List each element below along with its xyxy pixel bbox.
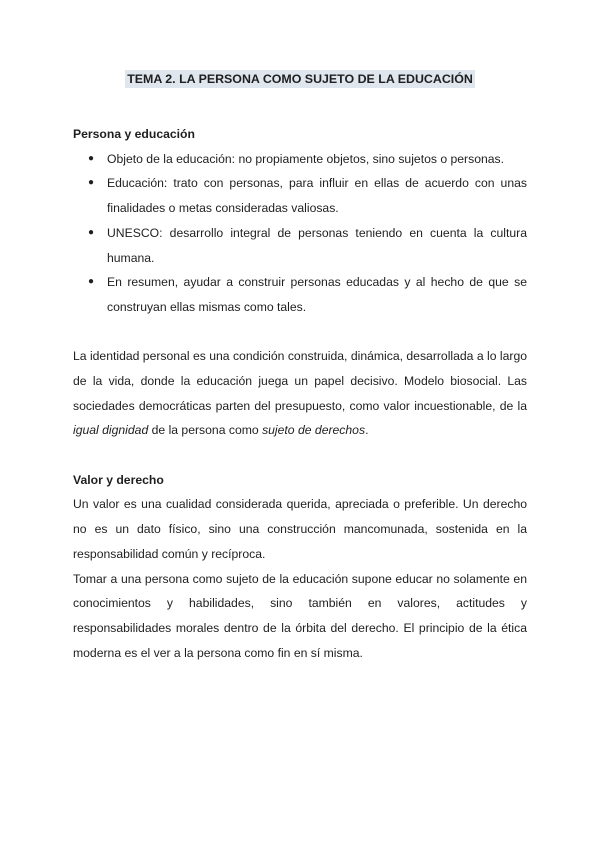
paragraph-identidad [73, 344, 527, 443]
paragraph-sujeto-educacion: Tomar a una persona como sujeto de la educación supone educar no solamente en conocimientos y habilidades, sino también en valores, actitudes y responsabilidades morales dentro de la órbita del derecho. El principio de la ética moderna es el ver a la persona como fin en sí misma. [73, 571, 527, 660]
bullet-icon: ● [88, 152, 95, 164]
list-item-text: Objeto de la educación: no propiamente objetos, sino sujetos o personas. [107, 151, 505, 166]
paragraph-valor: Un valor es una cualidad considerada querida, apreciada o preferible. Un derecho no es un dato físico, sino una construcción mancomunada, sostenida en la responsabilidad común y recíproca. [73, 497, 527, 561]
emphasis-igual-dignidad: igual dignidad [73, 423, 149, 438]
section-heading-persona-educacion: Persona y educación [73, 127, 195, 141]
bullet-icon: ● [88, 226, 95, 238]
list-item-text: En resumen, ayudar a construir personas educadas y al hecho de que se construyan ellas mismas como tales. [107, 275, 527, 314]
emphasis-sujeto-derechos: sujeto de derechos [262, 423, 366, 438]
list-item [73, 270, 527, 319]
paragraph-text: . [365, 423, 369, 438]
list-item-text: UNESCO: desarrollo integral de personas teniendo en cuenta la cultura humana. [107, 225, 527, 265]
spacer [73, 320, 527, 345]
list-item-text: Educación: trato con personas, para influir en ellas de acuerdo con unas finalidades o metas consideradas valiosas. [107, 176, 527, 216]
paragraph-text: de la persona como [148, 423, 263, 438]
paragraph-text: La identidad personal es una condición construida, dinámica, desarrollada a lo largo de la vida, donde la educación juega un papel decisivo. Modelo biosocial. Las sociedades democráticas parten del presupuesto, como valor incuestionable, de la [73, 349, 527, 413]
list-item [73, 171, 527, 220]
bullet-icon: ● [88, 177, 95, 189]
list-item [73, 221, 527, 270]
spacer [73, 443, 527, 468]
title-container [0, 70, 600, 88]
document-title: TEMA 2. LA PERSONA COMO SUJETO DE LA EDUCACIÓN [127, 72, 473, 86]
section-heading-valor-derecho: Valor y derecho [73, 472, 164, 487]
document-body [73, 122, 527, 665]
list-item [73, 147, 527, 172]
bullet-icon: ● [88, 276, 95, 288]
bullet-list [73, 147, 527, 320]
